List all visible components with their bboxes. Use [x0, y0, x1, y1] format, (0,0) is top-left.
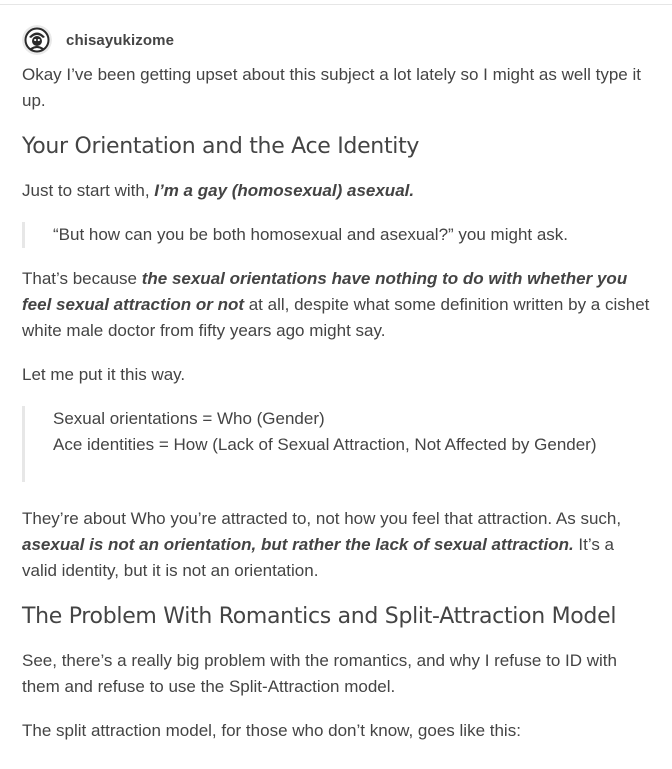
identity-emphasis: I’m a gay (homosexual) asexual. — [154, 181, 415, 200]
identity-paragraph — [22, 178, 652, 204]
explanation-text-b: at all, despite what some definition written by a cishet white male doctor from fifty years ago might say. — [22, 295, 650, 340]
romantics-paragraph: See, there’s a really big problem with the romantics, and why I refuse to ID with them and refuse to use the Split-Attraction model. — [22, 651, 617, 696]
post-header — [22, 24, 652, 56]
anime-avatar-icon[interactable] — [22, 25, 52, 55]
put-it-paragraph: Let me put it this way. — [22, 365, 186, 384]
username-link[interactable]: chisayukizome — [66, 31, 175, 49]
conclusion-emphasis: asexual is not an orientation, but rather the lack of sexual attraction. — [22, 535, 574, 554]
conclusion-text-b: It’s a valid identity, but it is not an orientation. — [22, 535, 615, 580]
quote-definition-line-2: Ace identities = How (Lack of Sexual Attraction, Not Affected by Gender) — [53, 435, 597, 454]
quote-definitions — [22, 406, 652, 482]
explanation-emphasis: the sexual orientations have nothing to do with whether you feel sexual attraction or not — [22, 269, 628, 314]
section-heading-romantics: The Problem With Romantics and Split-Attraction Model — [22, 604, 617, 629]
quote-question — [22, 222, 652, 248]
post — [22, 24, 652, 762]
explanation-text-a: That’s because — [22, 269, 142, 288]
identity-text: Just to start with, — [22, 181, 155, 200]
split-model-paragraph: The split attraction model, for those who don’t know, goes like this: — [22, 721, 521, 740]
intro-paragraph: Okay I’ve been getting upset about this subject a lot lately so I might as well type it up. — [22, 65, 641, 110]
quote-definition-line-1: Sexual orientations = Who (Gender) — [53, 409, 325, 428]
explanation-paragraph — [22, 266, 652, 344]
conclusion-text-a: They’re about Who you’re attracted to, not how you feel that attraction. As such, — [22, 509, 622, 528]
top-divider — [0, 4, 672, 5]
section-heading-orientation: Your Orientation and the Ace Identity — [22, 134, 420, 159]
conclusion-paragraph — [22, 506, 652, 584]
quote-question-text: “But how can you be both homosexual and asexual?” you might ask. — [53, 225, 569, 244]
